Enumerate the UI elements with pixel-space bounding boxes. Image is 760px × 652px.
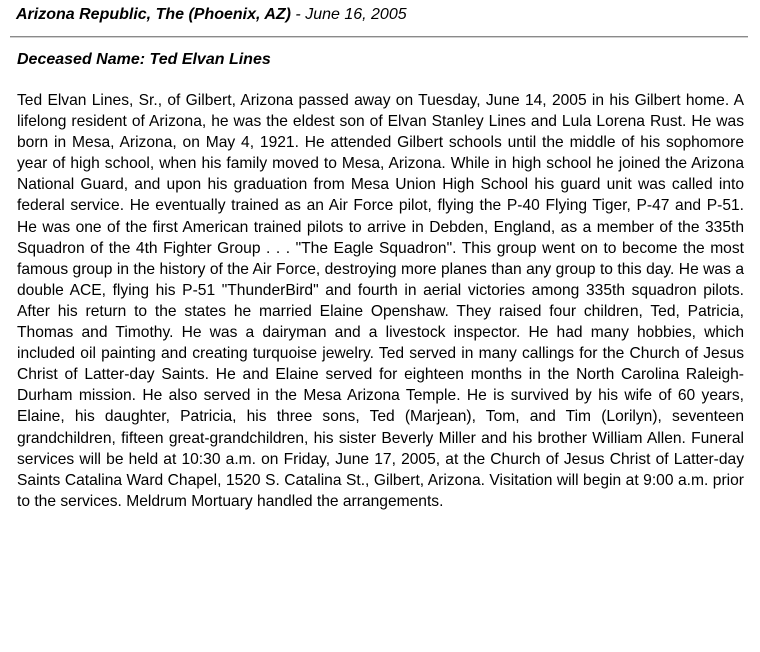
publication-name: Arizona Republic, The (Phoenix, AZ) — [16, 6, 291, 23]
deceased-name-heading: Deceased Name: Ted Elvan Lines — [17, 51, 271, 68]
obituary-text: Ted Elvan Lines, Sr., of Gilbert, Arizona passed away on Tuesday, June 14, 2005 in his Gilbert home. A lifelong resident of Arizona, he was the eldest son of Elvan Stanley Lines and Lula Lorena Rust. He was born in Mesa, Arizona, on May 4, 1921. He attended Gilbert schools until the middle of his sophomore year of high school, when his family moved to Mesa, Arizona. While in high school he joined the Arizona National Guard, and upon his graduation from Mesa Union High School his guard unit was called into federal service. He eventually trained as an Air Force pilot, flying the P-40 Flying Tiger, P-47 and P-51. He was one of the first American trained pilots to arrive in Debden, England, as a member of the 335th Squadron of the 4th Fighter Group . . . "The Eagle Squadron". This group went on to become the most famous group in the history of the Air Force, destroying more planes than any group to this day. He was a double ACE, flying his P-51 "ThunderBird" and fourth in aerial victories among 335th squadron pilots. After his return to the states he married Elaine Openshaw. They raised four children, Ted, Patricia, Thomas and Timothy. He was a dairyman and a livestock inspector. He had many hobbies, which included oil painting and creating turquoise jewelry. Ted served in many callings for the Church of Jesus Christ of Latter-day Saints. He and Elaine served for eighteen months in the North Carolina Raleigh-Durham mission. He also served in the Mesa Arizona Temple. He is survived by his wife of 60 years, Elaine, his daughter, Patricia, his three sons, Ted (Marjean), Tom, and Tim (Lorilyn), seventeen grandchildren, fifteen great-grandchildren, his sister Beverly Miller and his brother William Allen. Funeral services will be held at 10:30 a.m. on Friday, June 17, 2005, at the Church of Jesus Christ of Latter-day Saints Catalina Ward Chapel, 1520 S. Catalina St., Gilbert, Arizona. Visitation will begin at 9:00 a.m. prior to the services. Meldrum Mortuary handled the arrangements. — [17, 92, 744, 510]
header-separator: - — [290, 6, 306, 23]
publication-date: June 16, 2005 — [305, 6, 407, 23]
header-divider — [10, 36, 748, 38]
document-header — [16, 5, 407, 25]
